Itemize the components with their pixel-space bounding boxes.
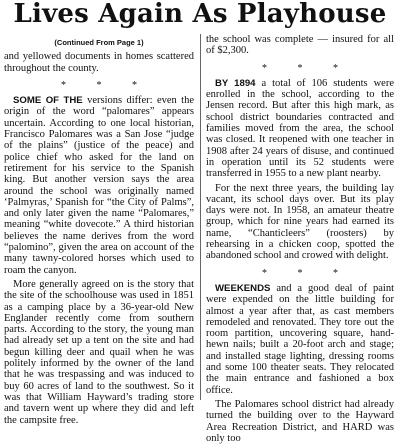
paragraph-lead-in: BY 1894 [215, 77, 256, 89]
paragraph: For the next three years, the building lay vacant, its school days over. But its play days were not. In 1958, an amateur theatre group, which for nine years had earned its name, “Chanticleers” (roosters) by rehearsing in a chicken coop, spotted the abandoned school and crowed with delight. [206, 182, 394, 262]
paragraph-body: versions differ: even the origin of the word “palomares” appears uncertain. According to one local historian, Francisco Palomares was a San Jose “judge of the plains” (justice of the peace) and police chief who asked for the land on retirement for his service to the Spanish king. But another version says the area around the school was originally named ‘Palmyras,’ Spanish for “the City of Palms”, and only later given the name “Palomares,” meaning “white dovecote.” A third historian believes the name derives from the word “palomino”, given the area on account of the many tawny-colored horses which used to roam the canyon. [4, 95, 194, 276]
section-break-stars: * * * [61, 79, 151, 91]
paragraph-body: a total of 106 students were enrolled in the school, according to the Jensen record. But after this high mark, as school district boundaries contracted and families moved from the area, the school was closed. It reopened with one teacher in 1908 after 24 years of disuse, and continued in operation until its 52 students were transferred in 1955 to a new plant nearby. [206, 77, 394, 180]
article-headline: Lives Again As Playhouse [13, 0, 387, 29]
paragraph [206, 283, 394, 396]
paragraph: the school was complete — insured for all of $2,300. [206, 34, 394, 57]
paragraph-lead-in: WEEKENDS [215, 282, 271, 294]
paragraph-lead-in: SOME OF THE [13, 95, 83, 107]
right-column [206, 34, 394, 444]
paragraph: More generally agreed on is the story that the site of the schoolhouse was used in 1851 as a camping place by a 36-year-old New Englander recently come from southern parts. According to the story, the young man had already set up a tent on the site and had begun killing deer and quail when he was politely informed by the owner of the land that he was trespassing and was induced to buy 60 acres of land to the southwest. So it was that William Hayward’s trading store and tavern went up where they did and left the campsite free. [4, 278, 194, 426]
paragraph: and yellowed documents in homes scattered throughout the county. [4, 51, 194, 74]
paragraph [4, 95, 194, 276]
section-break-stars: * * * [262, 62, 352, 74]
section-break-stars: * * * [262, 267, 352, 279]
paragraph [206, 78, 394, 180]
paragraph: The Palomares school district had already turned the building over to the Hayward Area Recreation District, and HARD was only too [206, 398, 394, 444]
paragraph-body: and a good deal of paint were expended on the little building for almost a year after that, as cast members remodeled and renovated. They tore out the room partition, uncovering square, hand-hewn nails; built a 20-foot arch and stage; and installed stage lighting, dressing rooms and some 100 theater seats. They relocated the main entrance and fashioned a box office. [206, 282, 394, 396]
column-divider [200, 34, 201, 400]
left-column [4, 34, 194, 426]
continued-from-note: (Continued From Page 1) [54, 38, 144, 47]
